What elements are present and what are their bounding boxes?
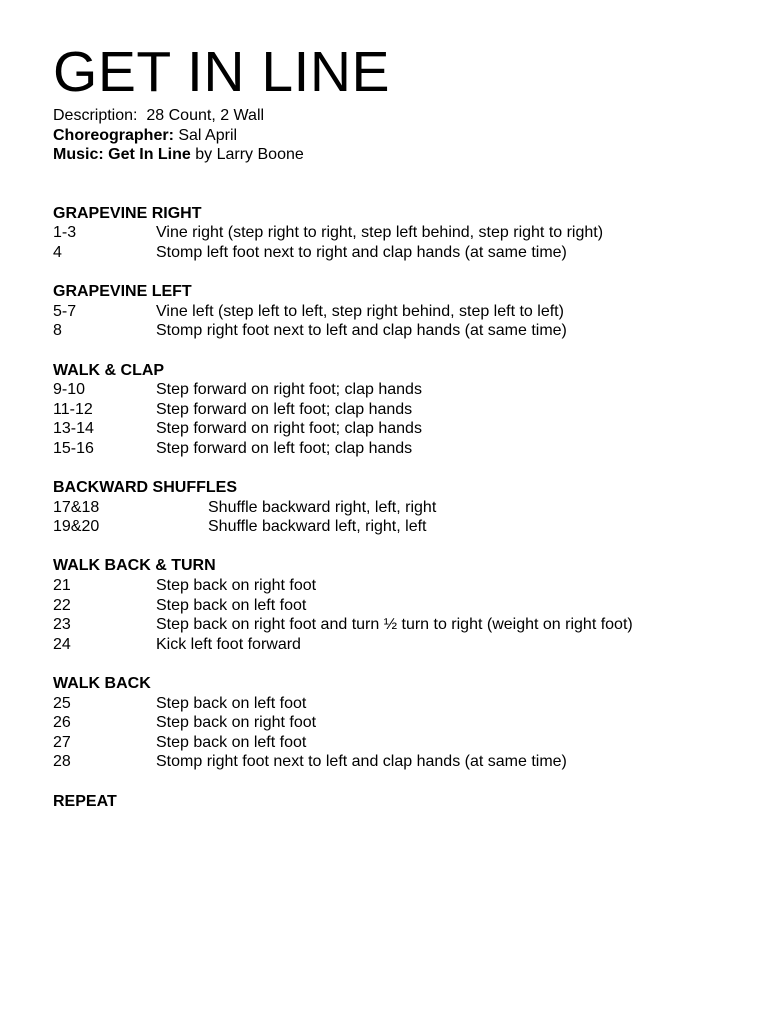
step-description: Step back on right foot (156, 577, 317, 595)
step-description: Stomp right foot next to left and clap hands (at same time) (156, 322, 567, 340)
section (53, 361, 753, 459)
step-description: Kick left foot forward (156, 635, 301, 653)
section (53, 282, 753, 341)
step-description: Stomp right foot next to left and clap hands (at same time) (156, 753, 567, 771)
step-row (53, 321, 753, 341)
step-description: Step back on left foot (156, 694, 307, 712)
step-description: Shuffle backward left, right, left (208, 518, 427, 536)
dance-title: GET IN LINE (53, 40, 391, 104)
step-description: Step forward on left foot; clap hands (156, 439, 413, 457)
section-heading: WALK BACK (53, 675, 151, 693)
music-artist: by Larry Boone (195, 146, 304, 164)
step-row (53, 243, 753, 263)
step-description: Stomp left foot next to right and clap hands (at same time) (156, 243, 567, 261)
step-count: 11-12 (53, 400, 93, 418)
step-description: Step back on left foot (156, 596, 307, 614)
step-count: 24 (53, 635, 71, 653)
description-label: Description: (53, 107, 138, 124)
step-description: Step back on left foot (156, 733, 307, 751)
music-line (53, 145, 753, 165)
step-description: Step forward on right foot; clap hands (156, 420, 422, 438)
step-count: 5-7 (53, 302, 77, 320)
section (53, 556, 753, 654)
step-row (53, 439, 753, 459)
step-description: Shuffle backward right, left, right (208, 498, 437, 516)
section-heading: BACKWARD SHUFFLES (53, 479, 237, 497)
choreographer-line (53, 126, 753, 146)
step-count: 28 (53, 753, 71, 771)
step-sheet (53, 38, 753, 811)
step-row (53, 596, 753, 616)
step-count: 17&18 (53, 498, 100, 516)
step-row (53, 419, 753, 439)
step-count: 9-10 (53, 381, 86, 399)
section-heading: WALK BACK & TURN (53, 557, 216, 575)
step-count: 26 (53, 714, 71, 732)
step-count: 4 (53, 243, 62, 261)
step-description: Vine right (step right to right, step left behind, step right to right) (156, 224, 604, 242)
choreographer-label: Choreographer: (53, 126, 174, 144)
section (53, 478, 753, 537)
step-row (53, 400, 753, 420)
music-song: Get In Line (108, 146, 191, 164)
step-count: 27 (53, 733, 71, 751)
step-description: Step forward on left foot; clap hands (156, 400, 413, 418)
music-label: Music: (53, 146, 104, 164)
step-row (53, 302, 753, 322)
dance-info (53, 106, 753, 165)
step-description: Step back on right foot and turn ½ turn to right (weight on right foot) (156, 616, 633, 634)
step-row (53, 635, 753, 655)
step-row (53, 576, 753, 596)
step-description: Step forward on right foot; clap hands (156, 381, 422, 399)
step-count: 21 (53, 577, 71, 595)
section (53, 674, 753, 772)
step-row (53, 694, 753, 714)
step-count: 23 (53, 616, 71, 634)
step-count: 25 (53, 694, 71, 712)
description-line (53, 106, 753, 126)
step-row (53, 223, 753, 243)
step-description: Vine left (step left to left, step right behind, step left to left) (156, 302, 564, 320)
step-count: 13-14 (53, 420, 94, 438)
step-row (53, 380, 753, 400)
section-heading: WALK & CLAP (53, 361, 165, 379)
step-row (53, 498, 753, 518)
step-count: 15-16 (53, 439, 94, 457)
step-row (53, 713, 753, 733)
section-heading: GRAPEVINE LEFT (53, 283, 192, 301)
step-count: 19&20 (53, 518, 100, 536)
repeat-label: REPEAT (53, 792, 117, 810)
step-count: 1-3 (53, 224, 77, 242)
description-value: 28 Count, 2 Wall (146, 107, 265, 124)
step-row (53, 733, 753, 753)
step-row (53, 517, 753, 537)
step-count: 8 (53, 322, 62, 340)
step-row (53, 752, 753, 772)
section-heading: GRAPEVINE RIGHT (53, 204, 202, 222)
step-row (53, 615, 753, 635)
step-sections (53, 204, 753, 772)
choreographer-value: Sal April (178, 126, 238, 144)
step-description: Step back on right foot (156, 714, 317, 732)
step-count: 22 (53, 596, 71, 614)
section (53, 204, 753, 263)
